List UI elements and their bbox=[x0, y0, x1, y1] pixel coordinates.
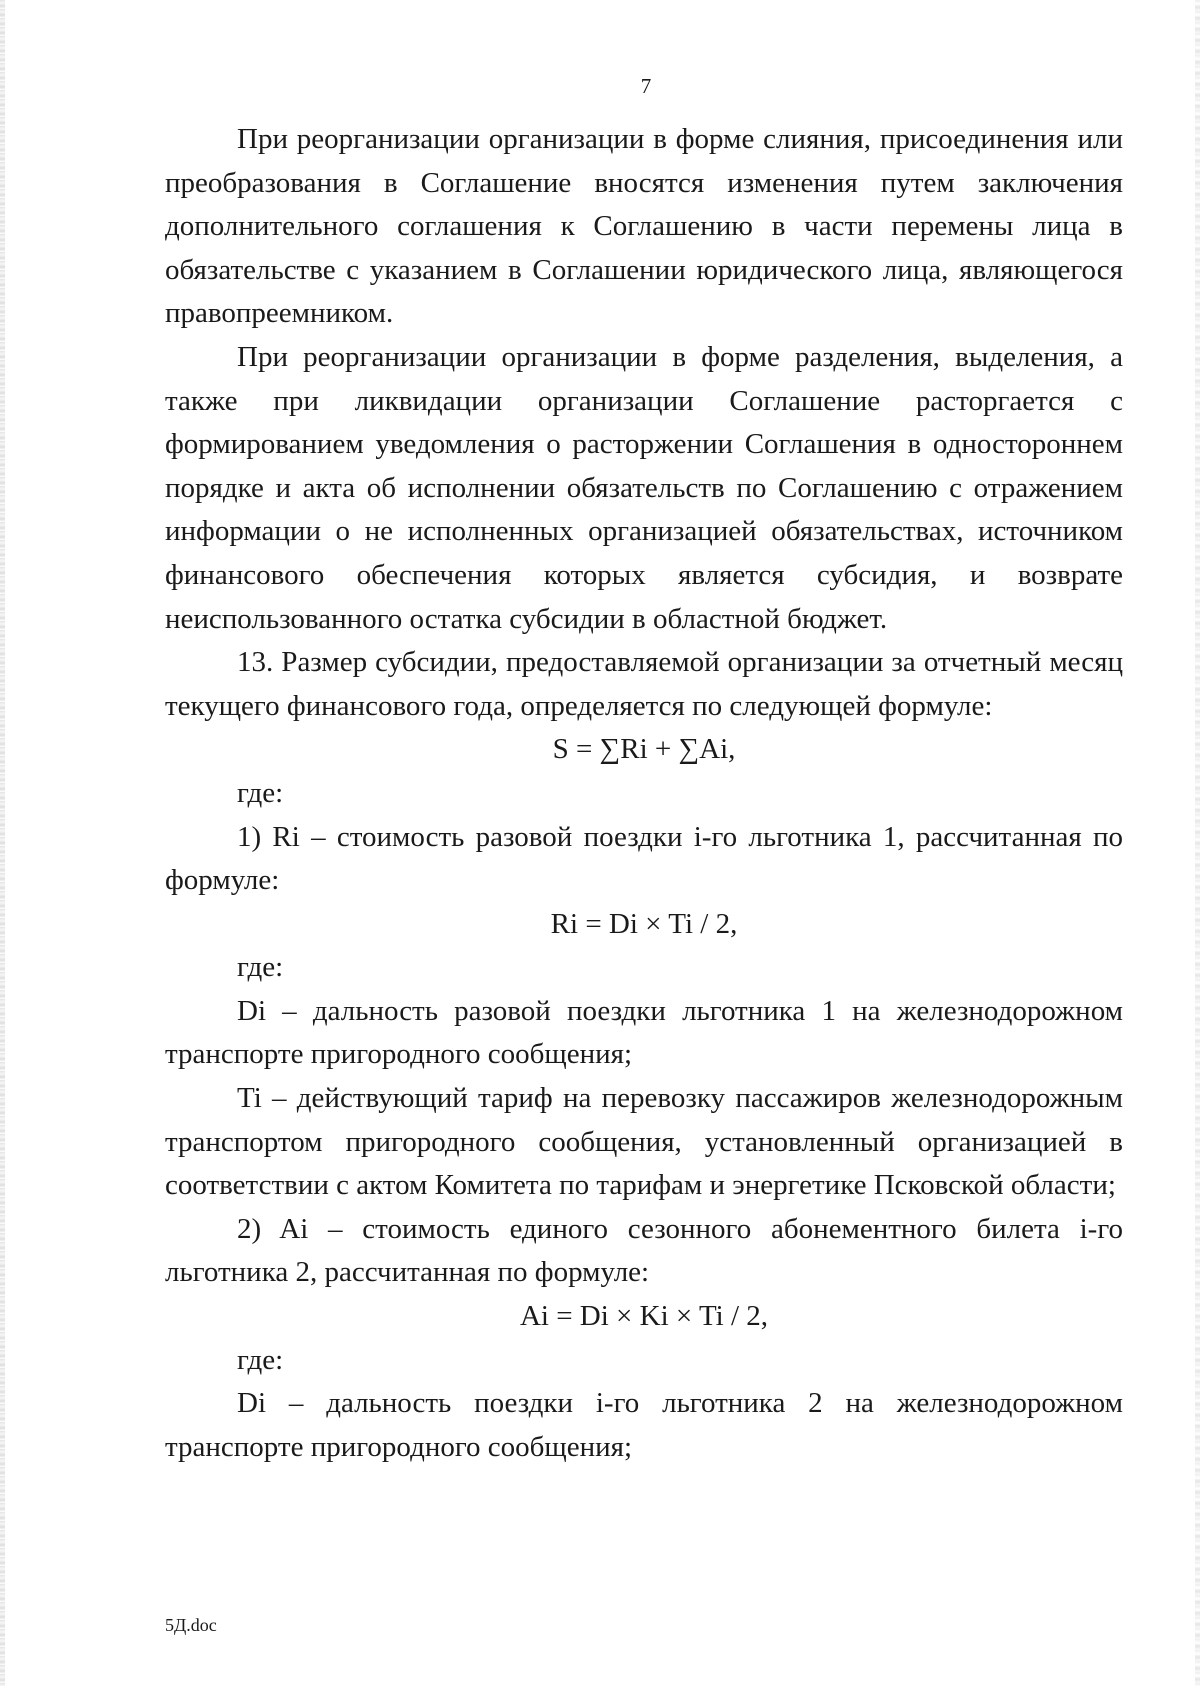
paragraph-item-2-ai: 2) Ai – стоимость единого сезонного абонементного билета i-го льготника 2, рассчитанная по формуле: bbox=[165, 1212, 1123, 1289]
footer-file-name: 5Д.doc bbox=[165, 1615, 217, 1635]
formula-ai: Ai = Di × Ki × Ti / 2, bbox=[519, 1300, 769, 1333]
document-body bbox=[165, 118, 1123, 1469]
paragraph-clause-13: 13. Размер субсидии, предоставляемой организации за отчетный месяц текущего финансового года, определяется по следующей формуле: bbox=[165, 646, 1123, 722]
scan-edge-right bbox=[1195, 0, 1200, 1686]
scan-edge-left bbox=[0, 0, 5, 1686]
where-label: где: bbox=[237, 951, 284, 984]
definition-ti-tariff: Ti – действующий тариф на перевозку пассажиров железнодорожным транспортом пригородного сообщения, установленный организацией в соответствии с актом Комитета по тарифам и энергетике Псковской области; bbox=[165, 1082, 1123, 1202]
paragraph-item-1-ri: 1) Ri – стоимость разовой поездки i-го льготника 1, рассчитанная по формуле: bbox=[165, 820, 1123, 897]
page-number: 7 bbox=[640, 74, 652, 98]
paragraph-reorganization-merger: При реорганизации организации в форме слияния, присоединения или преобразования в Соглашение вносятся изменения путем заключения дополнительного соглашения к Соглашению в части перемены лица в обязательстве с указанием в Соглашении юридического лица, являющегося правопреемником. bbox=[165, 123, 1123, 330]
where-label: где: bbox=[237, 1343, 284, 1376]
where-label: где: bbox=[237, 776, 284, 809]
definition-di-season-ticket: Di – дальность поездки i-го льготника 2 на железнодорожном транспорте пригородного сообщения; bbox=[165, 1387, 1123, 1463]
formula-ri: Ri = Di × Ti / 2, bbox=[550, 907, 738, 940]
formula-subsidy-total: S = ∑Ri + ∑Ai, bbox=[552, 733, 736, 766]
definition-di-single-trip: Di – дальность разовой поездки льготника 1 на железнодорожном транспорте пригородного сообщения; bbox=[165, 994, 1123, 1071]
paragraph-reorganization-division: При реорганизации организации в форме разделения, выделения, а также при ликвидации организации Соглашение расторгается с формированием уведомления о расторжении Соглашения в одностороннем порядке и акта об исполнении обязательств по Соглашению с отражением информации о не исполненных организацией обязательствах, источником финансового обеспечения которых является субсидия, и возврате неиспользованного остатка субсидии в областной бюджет. bbox=[165, 340, 1123, 635]
